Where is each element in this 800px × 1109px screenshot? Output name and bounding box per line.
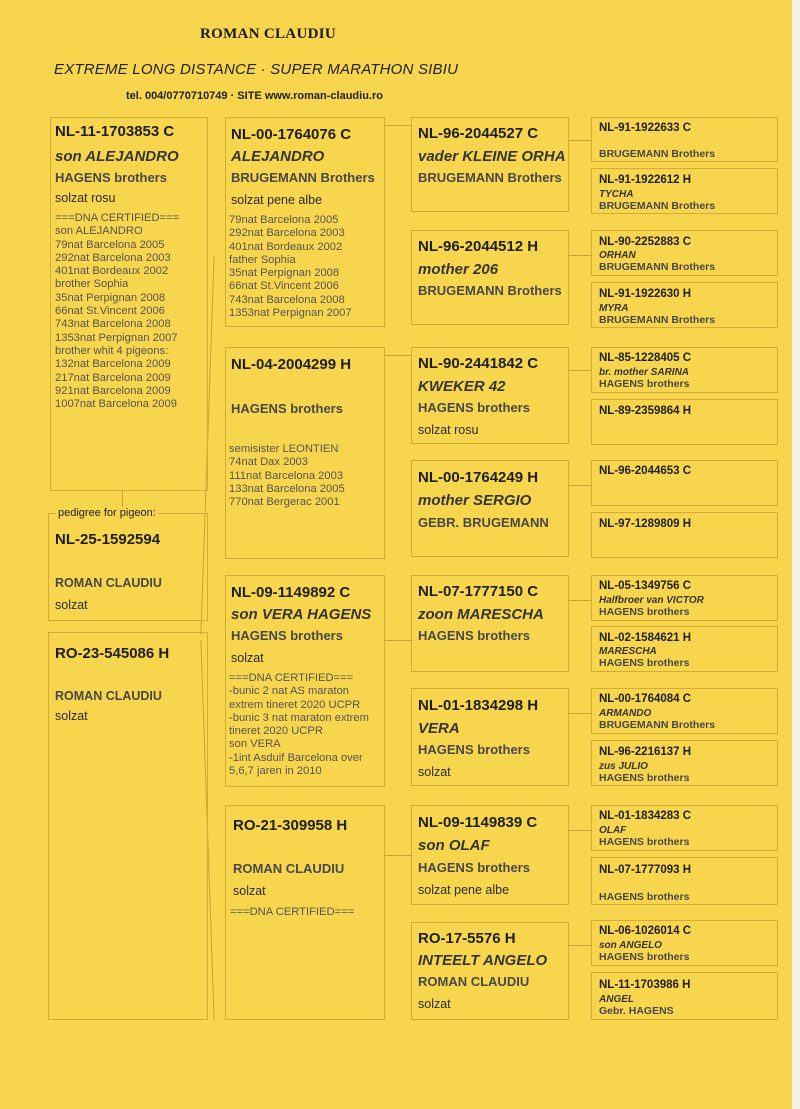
sire-breeder: HAGENS brothers [55, 170, 167, 185]
note-line: -bunic 3 nat maraton extrem [229, 711, 369, 724]
gen2-breeder: ROMAN CLAUDIU [233, 861, 345, 876]
gen3-breeder: HAGENS brothers [418, 860, 530, 875]
connector-line [569, 713, 591, 714]
sire-ring: NL-11-1703853 C [55, 123, 175, 140]
gen4-breeder: BRUGEMANN Brothers [599, 719, 716, 731]
gen3-breeder: ROMAN CLAUDIU [418, 974, 530, 989]
gen4-breeder: BRUGEMANN Brothers [599, 314, 716, 326]
note-line: 1007nat Barcelona 2009 [55, 398, 177, 411]
gen4-name: OLAF [599, 825, 627, 836]
subject-owner: ROMAN CLAUDIU [55, 576, 162, 590]
note-line: -bunic 2 nat AS maraton [229, 685, 350, 698]
note-line: extrem tineret 2020 UCPR [229, 698, 361, 711]
connector-line [385, 125, 411, 126]
gen4-box [591, 117, 778, 162]
gen3-ring: NL-96-2044512 H [418, 238, 539, 255]
gen2-breeder: HAGENS brothers [231, 401, 343, 416]
gen2-color: solzat [233, 884, 266, 898]
note-line: 35nat Perpignan 2008 [229, 267, 340, 280]
gen4-ring: NL-05-1349756 C [599, 580, 692, 592]
connector-line [569, 945, 591, 946]
gen4-ring: NL-02-1584621 H [599, 632, 692, 644]
connector-line [569, 140, 591, 141]
gen4-breeder: HAGENS brothers [599, 606, 690, 618]
gen4-box [591, 282, 778, 328]
gen4-breeder: BRUGEMANN Brothers [599, 261, 716, 273]
gen4-box [591, 512, 778, 558]
note-line: 1353nat Perpignan 2007 [229, 307, 352, 320]
gen4-name: son ANGELO [599, 940, 662, 951]
gen3-name: son OLAF [418, 837, 490, 854]
gen2-box [225, 347, 385, 559]
note-line: 111nat Barcelona 2003 [229, 469, 344, 482]
connector-line [569, 370, 591, 371]
gen2-breeder: BRUGEMANN Brothers [231, 170, 375, 185]
gen4-name: ORHAN [599, 250, 636, 261]
gen4-breeder: HAGENS brothers [599, 836, 690, 848]
gen3-breeder: HAGENS brothers [418, 742, 530, 757]
gen3-color: solzat [418, 997, 451, 1011]
gen4-ring: NL-90-2252883 C [599, 236, 692, 248]
note-line: 133nat Barcelona 2005 [229, 482, 345, 495]
gen3-breeder: GEBR. BRUGEMANN [418, 515, 549, 530]
gen4-box [591, 972, 778, 1020]
gen3-breeder: BRUGEMANN Brothers [418, 170, 562, 185]
gen4-ring: NL-85-1228405 C [599, 352, 692, 364]
gen3-box [411, 460, 569, 557]
gen4-box [591, 626, 778, 672]
gen4-name: br. mother SARINA [599, 367, 690, 378]
gen3-name: zoon MARESCHA [418, 606, 544, 623]
gen4-ring: NL-91-1922633 C [599, 122, 692, 134]
gen3-ring: RO-17-5576 H [418, 930, 516, 947]
note-line: -1int Asduif Barcelona over [229, 751, 363, 764]
connector-line [385, 355, 411, 356]
gen4-name: ARMANDO [599, 708, 652, 719]
gen3-ring: NL-07-1777150 C [418, 583, 539, 600]
gen3-ring: NL-01-1834298 H [418, 697, 539, 714]
connector-line [385, 855, 411, 856]
note-line: son VERA [229, 738, 281, 751]
gen3-box [411, 805, 569, 905]
gen3-box [411, 688, 569, 786]
note-line: tineret 2020 UCPR [229, 725, 323, 738]
note-line: 132nat Barcelona 2009 [55, 358, 171, 371]
connector-line [385, 640, 411, 641]
note-line: 217nat Barcelona 2009 [55, 371, 171, 384]
gen4-ring: NL-91-1922612 H [599, 174, 692, 186]
gen4-breeder: BRUGEMANN Brothers [599, 148, 716, 160]
gen3-box [411, 230, 569, 325]
connector-line [569, 255, 591, 256]
gen4-ring: NL-07-1777093 H [599, 864, 692, 876]
gen4-box [591, 168, 778, 214]
note-line: brother whit 4 pigeons: [55, 344, 169, 357]
note-line: 292nat Barcelona 2003 [55, 251, 171, 264]
note-line: son ALEJANDRO [55, 225, 143, 238]
note-line: ===DNA CERTIFIED=== [55, 212, 180, 224]
note-line: 66nat St.Vincent 2006 [229, 280, 339, 293]
sire-notes [55, 212, 179, 411]
gen4-ring: NL-91-1922630 H [599, 288, 692, 300]
gen2-box [225, 805, 385, 1020]
gen4-breeder: HAGENS brothers [599, 951, 690, 963]
dam-color: solzat [55, 709, 88, 723]
gen2-notes [229, 443, 345, 509]
sire-box [50, 117, 208, 491]
gen4-breeder: Gebr. HAGENS [599, 1005, 674, 1017]
gen3-ring: NL-00-1764249 H [418, 469, 539, 486]
contact-line: tel. 004/0770710749 · SITE www.roman-claudiu.ro [126, 90, 383, 102]
gen4-box [591, 460, 778, 506]
gen3-breeder: HAGENS brothers [418, 628, 530, 643]
gen4-breeder: BRUGEMANN Brothers [599, 200, 716, 212]
gen3-name: mother SERGIO [418, 492, 532, 509]
gen2-name: son VERA HAGENS [231, 606, 372, 623]
gen4-name: MYRA [599, 303, 629, 314]
note-line: 66nat St.Vincent 2006 [55, 305, 165, 318]
gen2-name: ALEJANDRO [231, 148, 325, 165]
note-line: 401nat Bordeaux 2002 [229, 240, 343, 253]
gen2-box [225, 117, 385, 327]
gen4-name: Halfbroer van VICTOR [599, 595, 704, 606]
gen4-name: TYCHA [599, 189, 634, 200]
gen2-color: solzat pene albe [231, 193, 323, 207]
subject-ring: NL-25-1592594 [55, 531, 161, 548]
gen3-name: mother 206 [418, 261, 499, 278]
gen2-ring: NL-00-1764076 C [231, 126, 352, 143]
gen2-ring: RO-21-309958 H [233, 817, 348, 834]
gen3-name: KWEKER 42 [418, 378, 506, 395]
note-line: 35nat Perpignan 2008 [55, 291, 166, 304]
gen4-ring: NL-06-1026014 C [599, 925, 692, 937]
gen4-box [591, 575, 778, 621]
gen3-ring: NL-90-2441842 C [418, 355, 539, 372]
gen3-box [411, 575, 569, 672]
gen4-ring: NL-01-1834283 C [599, 810, 692, 822]
note-line: 1353nat Perpignan 2007 [55, 331, 178, 344]
connector-line [569, 830, 591, 831]
note-line: 79nat Barcelona 2005 [229, 214, 339, 226]
gen3-ring: NL-96-2044527 C [418, 125, 539, 142]
gen4-box [591, 688, 778, 734]
gen4-box [591, 857, 778, 905]
note-line: 921nat Barcelona 2009 [55, 384, 171, 397]
note-line: 74nat Dax 2003 [229, 456, 308, 469]
gen2-ring: NL-09-1149892 C [231, 584, 351, 601]
gen3-color: solzat [418, 765, 451, 779]
gen4-breeder: HAGENS brothers [599, 772, 690, 784]
gen4-ring: NL-00-1764084 C [599, 693, 692, 705]
dam-box [48, 632, 208, 1020]
note-line: semisister LEONTIEN [229, 443, 339, 455]
gen4-name: MARESCHA [599, 646, 657, 657]
gen3-name: VERA [418, 720, 460, 737]
gen2-notes [229, 214, 352, 320]
gen3-box [411, 922, 569, 1020]
gen4-box [591, 399, 778, 445]
gen3-box [411, 347, 569, 444]
note-line: 770nat Bergerac 2001 [229, 496, 340, 509]
breeder-title: ROMAN CLAUDIU [200, 26, 336, 42]
subtitle: EXTREME LONG DISTANCE · SUPER MARATHON SIBIU [54, 61, 459, 78]
gen4-breeder: HAGENS brothers [599, 657, 690, 669]
gen4-box [591, 347, 778, 393]
gen3-name: INTEELT ANGELO [418, 952, 548, 969]
gen4-ring: NL-89-2359864 H [599, 405, 692, 417]
page-edge [792, 0, 800, 1109]
gen3-name: vader KLEINE ORHA [418, 148, 566, 165]
note-line: 292nat Barcelona 2003 [229, 227, 345, 240]
note-line: 743nat Barcelona 2008 [55, 318, 171, 331]
note-line: 401nat Bordeaux 2002 [55, 265, 169, 278]
gen2-breeder: HAGENS brothers [231, 628, 343, 643]
gen4-ring: NL-11-1703986 H [599, 979, 691, 991]
pedigree-label: pedigree for pigeon: [58, 507, 156, 519]
dam-ring: RO-23-545086 H [55, 645, 170, 662]
gen4-breeder: HAGENS brothers [599, 378, 690, 390]
gen3-color: solzat rosu [418, 423, 479, 437]
gen3-color: solzat pene albe [418, 883, 510, 897]
sire-name: son ALEJANDRO [55, 148, 179, 165]
note-line: ===DNA CERTIFIED=== [230, 906, 355, 918]
note-line: 743nat Barcelona 2008 [229, 293, 345, 306]
gen2-box [225, 575, 385, 787]
note-line: ===DNA CERTIFIED=== [229, 672, 354, 684]
gen3-ring: NL-09-1149839 C [418, 814, 538, 831]
gen4-ring: NL-96-2216137 H [599, 746, 692, 758]
dam-breeder: ROMAN CLAUDIU [55, 689, 162, 703]
sire-color: solzat rosu [55, 191, 116, 205]
note-line: brother Sophia [55, 278, 129, 291]
gen4-breeder: HAGENS brothers [599, 891, 690, 903]
gen3-box [411, 117, 569, 212]
gen2-notes [230, 906, 354, 919]
note-line: 79nat Barcelona 2005 [55, 238, 165, 251]
gen4-ring: NL-97-1289809 H [599, 518, 692, 530]
gen4-box [591, 230, 778, 276]
connector-line [569, 600, 591, 601]
subject-color: solzat [55, 598, 88, 612]
gen2-color: solzat [231, 651, 264, 665]
gen4-box [591, 740, 778, 786]
note-line: father Sophia [229, 253, 296, 266]
subject-box [48, 513, 208, 621]
gen2-ring: NL-04-2004299 H [231, 356, 352, 373]
gen2-notes [229, 672, 369, 778]
gen4-box [591, 805, 778, 851]
note-line: 5,6,7 jaren in 2010 [229, 765, 322, 778]
gen4-name: ANGEL [599, 994, 634, 1005]
gen4-ring: NL-96-2044653 C [599, 465, 692, 477]
gen3-breeder: HAGENS brothers [418, 400, 530, 415]
gen4-name: zus JULIO [599, 761, 648, 772]
gen3-breeder: BRUGEMANN Brothers [418, 283, 562, 298]
gen4-box [591, 920, 778, 966]
connector-line [569, 485, 591, 486]
